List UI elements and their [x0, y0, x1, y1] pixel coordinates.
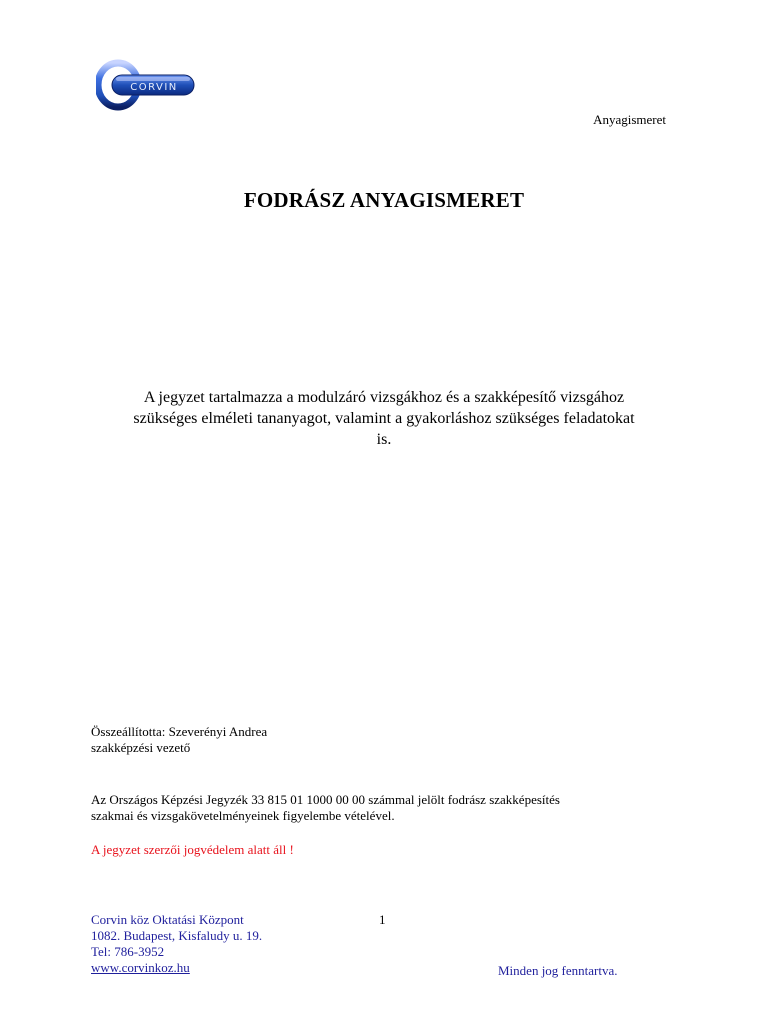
- registry-line: szakmai és vizsgakövetelményeinek figyelembe vételével.: [91, 808, 395, 823]
- compiler-block: [91, 724, 267, 756]
- intro-line: is.: [376, 431, 392, 448]
- corvin-logo: [96, 58, 196, 112]
- footer-address: 1082. Budapest, Kisfaludy u. 19.: [91, 928, 263, 943]
- page-number: 1: [379, 912, 386, 927]
- intro-line: A jegyzet tartalmazza a modulzáró vizsgákhoz és a szakképesítő vizsgához: [143, 389, 625, 406]
- registry-line: Az Országos Képzési Jegyzék 33 815 01 1000 00 00 számmal jelölt fodrász szakképesítés: [91, 792, 560, 807]
- corvin-logo-graphic: [96, 58, 196, 112]
- header-section-label: Anyagismeret: [593, 112, 666, 127]
- intro-paragraph: [96, 387, 672, 450]
- footer-phone: Tel: 786-3952: [91, 944, 165, 959]
- intro-line: szükséges elméleti tananyagot, valamint a gyakorláshoz szükséges feladatokat: [133, 410, 635, 427]
- compiler-name: Összeállította: Szeverényi Andrea: [91, 724, 268, 739]
- logo-text: CORVIN: [130, 82, 178, 93]
- document-title: FODRÁSZ ANYAGISMERET: [243, 188, 525, 212]
- registry-paragraph: [91, 792, 671, 824]
- footer-website-link[interactable]: www.corvinkoz.hu: [91, 960, 190, 975]
- compiler-role: szakképzési vezető: [91, 740, 191, 755]
- footer-org-name: Corvin köz Oktatási Központ: [91, 912, 244, 927]
- footer-rights: Minden jog fenntartva.: [498, 963, 618, 978]
- footer-contact: [91, 912, 262, 976]
- copyright-notice: A jegyzet szerzői jogvédelem alatt áll !: [91, 842, 294, 857]
